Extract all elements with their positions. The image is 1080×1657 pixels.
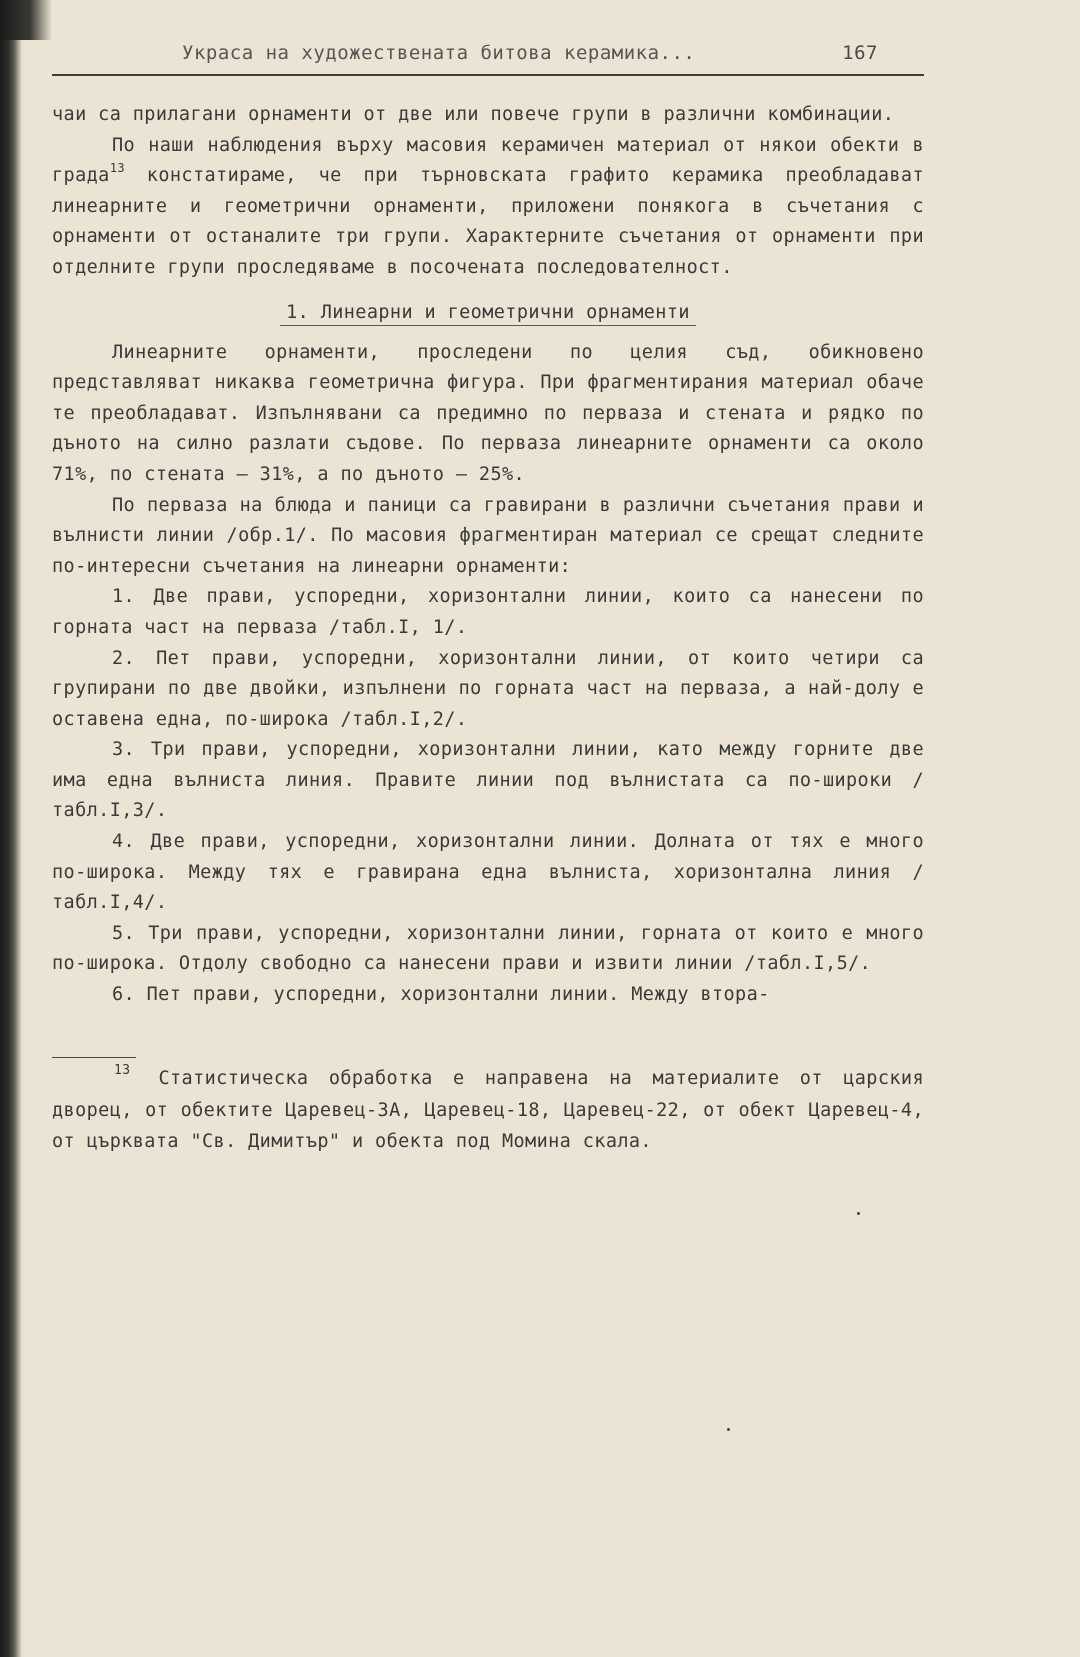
paper-speck (857, 1212, 860, 1215)
book-binding-shadow (0, 0, 22, 1657)
paragraph-continuation: чаи са прилагани орнаменти от две или повече групи в различни комбинации. (52, 104, 895, 125)
list-item: 4. Две прави, успоредни, хоризонтални линии. Долната от тях е много по-широка. Между тях е гравирана една вълниста, хоризонтална линия /табл.I,4/. (52, 831, 924, 914)
list-item: 1. Две прави, успоредни, хоризонтални линии, които са нанесени по горната част на перваза /табл.I, 1/. (52, 586, 924, 638)
paragraph-observations (52, 131, 924, 284)
paragraph: Линеарните орнаменти, проследени по целия съд, обикновено представляват никаква геометрична фигура. При фрагментирания материал обаче те преобладават. Изпълнявани са предимно по перваза и стената и рядко по дъното на силно разлати съдове. По перваза линеарните орнаменти са около 71%, по стената – 31%, а по дъното – 25%. (52, 341, 924, 485)
running-title: Украса на художествената битова керамика... (182, 42, 696, 64)
list-item: 3. Три прави, успоредни, хоризонтални линии, като между горните две има една вълниста линия. Правите линии под вълнистата са по-широки /табл.I,3/. (52, 739, 924, 822)
paragraph-text-part: По наши наблюдения върху масовия керамичен материал от някои обекти в града (52, 134, 924, 187)
body-text (52, 100, 924, 1011)
footnote-reference: 13 (109, 161, 125, 176)
list-item: 5. Три прави, успоредни, хоризонтални линии, горната от които е много по-широка. Отдолу свободно са нанесени прави и извити линии /табл.I,5/. (52, 922, 924, 975)
footnote-text: Статистическа обработка е направена на материалите от царския дворец, от обектите Царевец-3А, Царевец-18, Царевец-22, от обект Царевец-4, от църквата "Св. Димитър" и обекта под Момина скала. (52, 1067, 924, 1152)
footnote-paragraph (52, 1064, 924, 1158)
section-heading (52, 298, 924, 328)
section-heading-text: 1. Линеарни и геометрични орнаменти (280, 302, 696, 326)
footnote (52, 1064, 924, 1158)
running-header (52, 36, 924, 76)
page-number: 167 (842, 42, 878, 64)
document-page (52, 36, 924, 1157)
footnote-number: 13 (114, 1062, 131, 1078)
paragraph: По перваза на блюда и паници са гравирани в различни съчетания прави и вълнисти линии /обр.1/. По масовия фрагментиран материал се срещат следните по-интересни съчетания на линеарни орнаменти: (52, 494, 924, 577)
binding-corner-shadow (0, 0, 52, 40)
paper-speck (727, 1428, 730, 1431)
paragraph-text-part: констатираме, че при търновската графито керамика преобладават линеарните и геометрични орнаменти, приложени понякога в съчетания с орнаменти от останалите три групи. Характерните съчетания от орнаменти при отделните групи проследяваме в посочената последователност. (52, 165, 924, 278)
footnote-separator (52, 1057, 136, 1058)
list-item: 2. Пет прави, успоредни, хоризонтални линии, от които четири са групирани по две двойки, изпълнени по горната част на перваза, а най-долу е оставена една, по-широка /табл.I,2/. (52, 647, 924, 730)
list-item: 6. Пет прави, успоредни, хоризонтални линии. Между втора- (112, 984, 770, 1006)
